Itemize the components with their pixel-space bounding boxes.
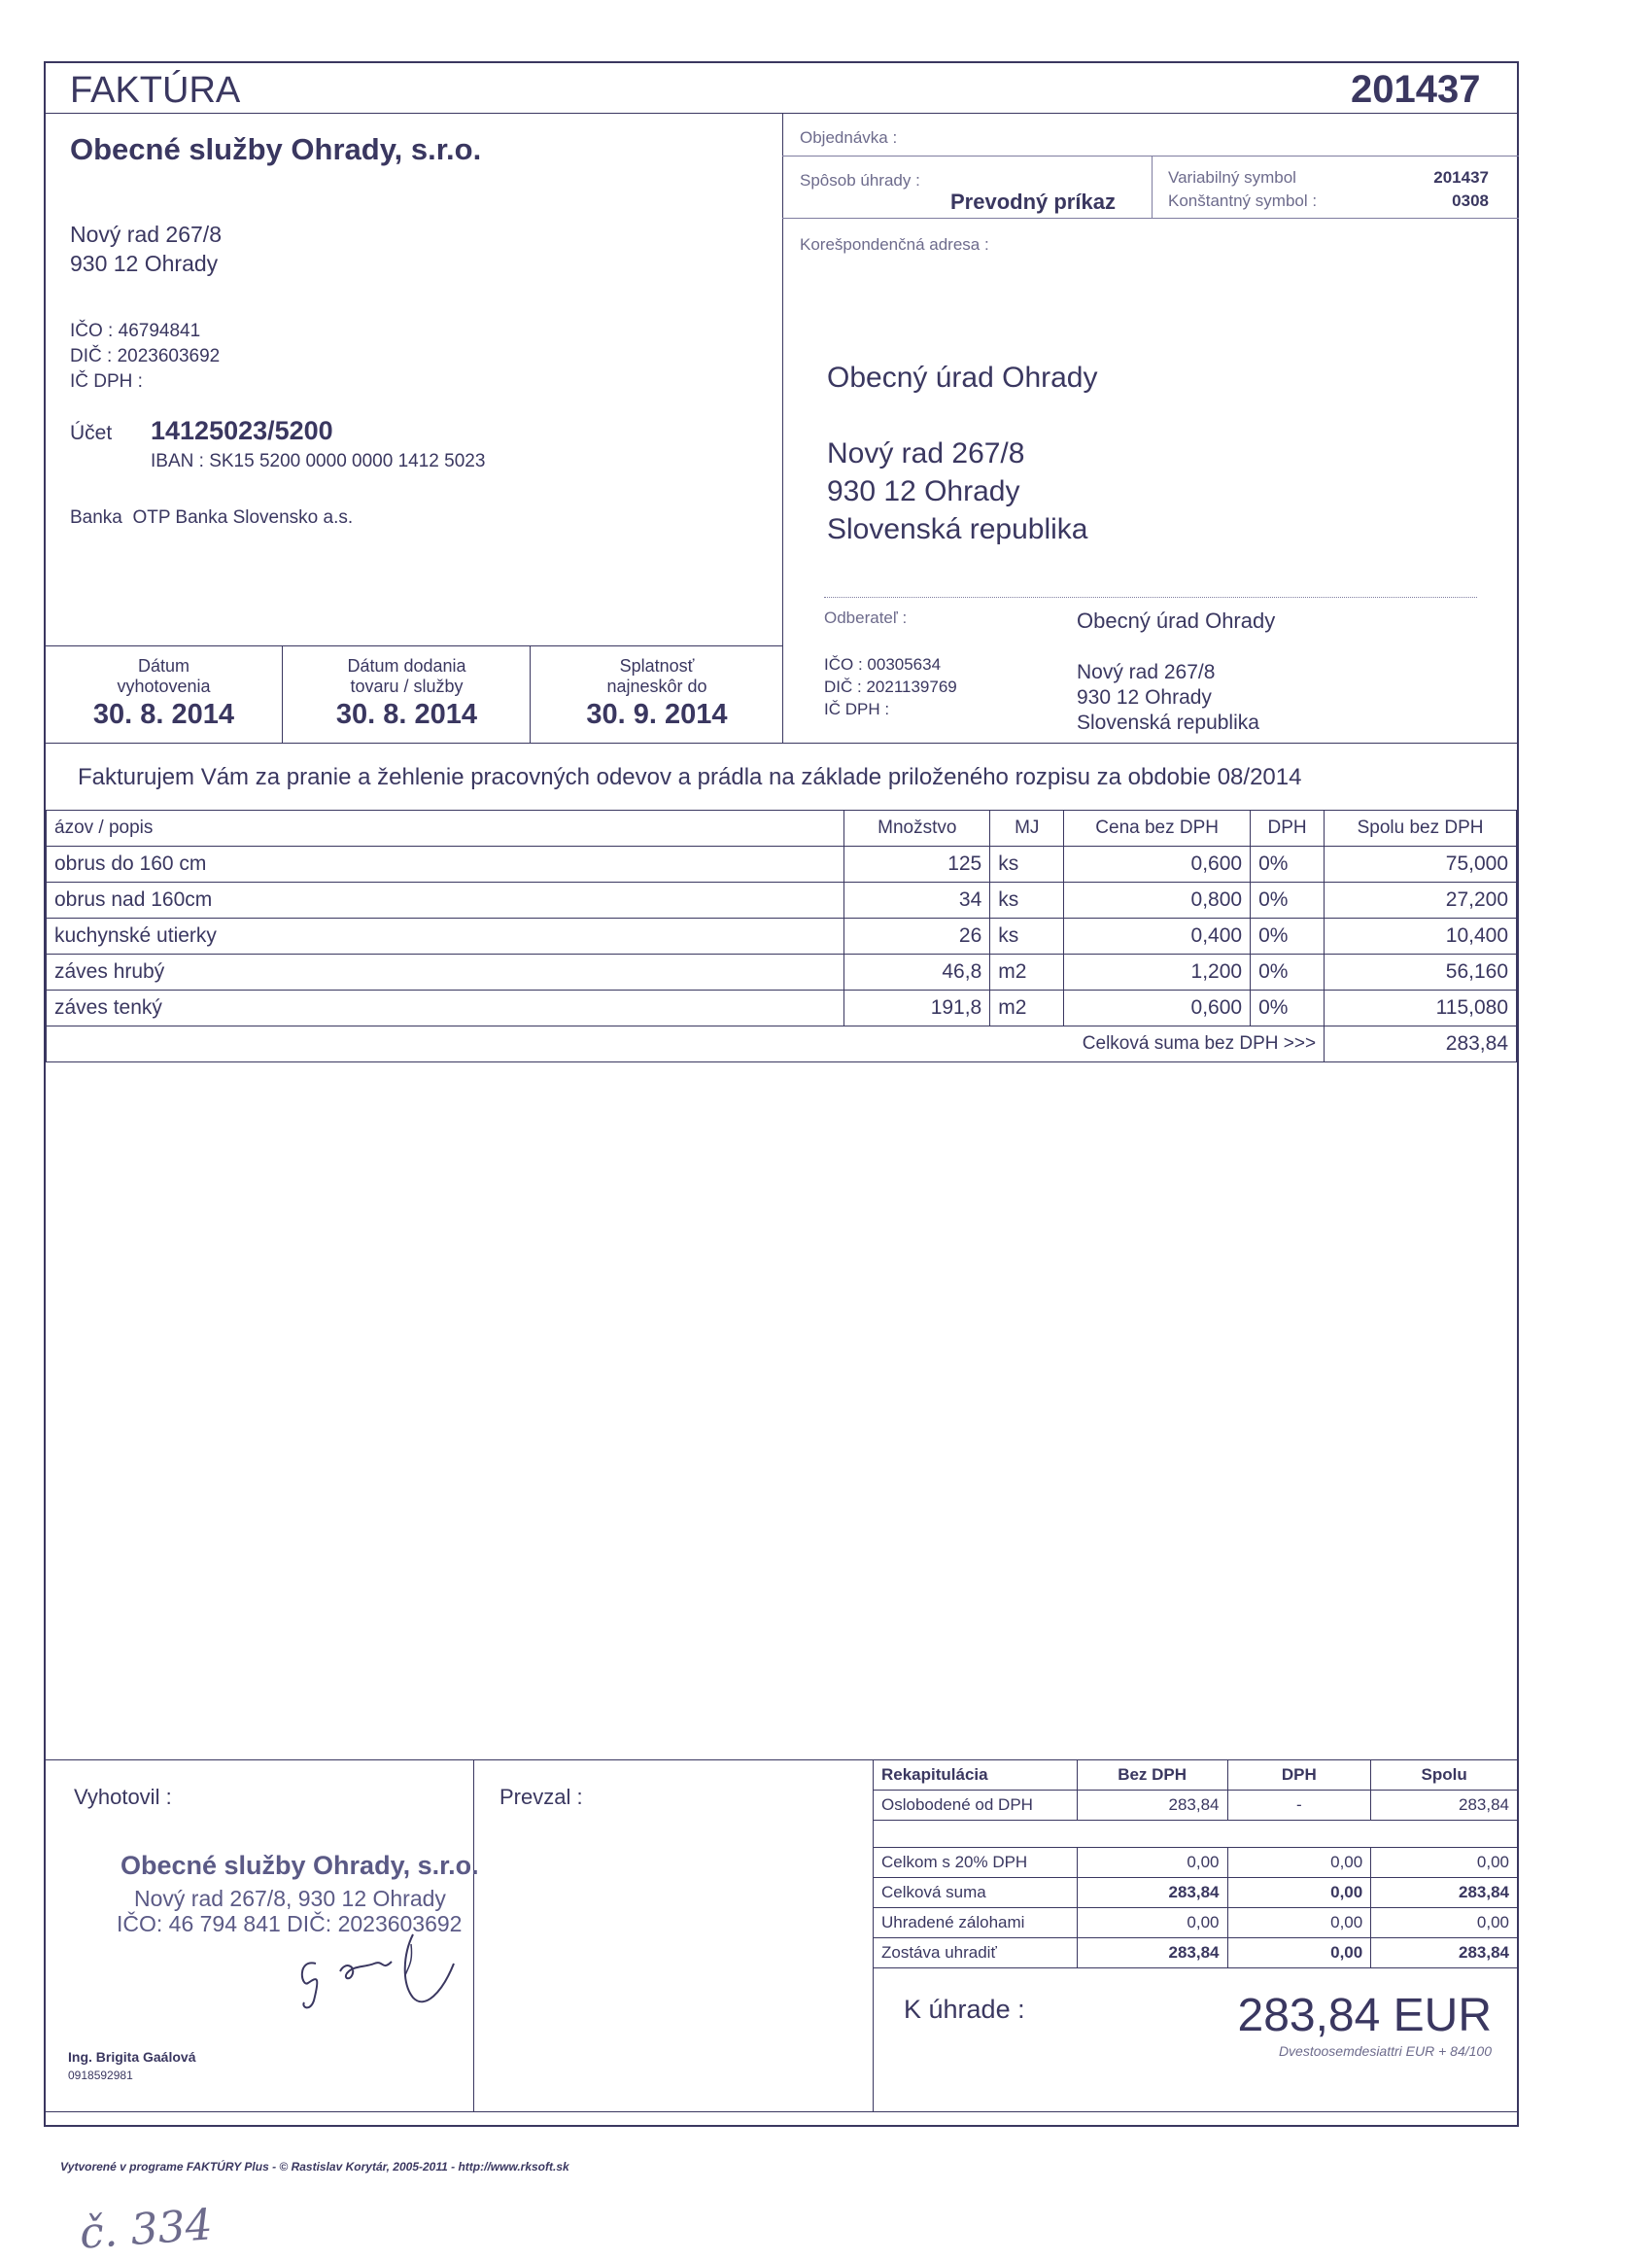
item-name: záves tenký bbox=[47, 991, 844, 1026]
table-row bbox=[47, 919, 1517, 955]
constant-symbol: 0308 bbox=[1452, 191, 1489, 210]
recap-base: 283,84 bbox=[1077, 1791, 1227, 1821]
header-unit: MJ bbox=[990, 811, 1064, 847]
constant-symbol-label: Konštantný symbol : bbox=[1168, 191, 1318, 210]
order-label: Objednávka : bbox=[800, 128, 898, 147]
item-unit: ks bbox=[990, 847, 1064, 883]
items-total-row bbox=[47, 1026, 1517, 1062]
invoice-intro: Fakturujem Vám za pranie a žehlenie pracovných odevov a prádla na základe priloženého rozpisu za obdobie 08/2014 bbox=[78, 764, 1302, 790]
header-name: ázov / popis bbox=[47, 811, 844, 847]
supplier-name: Obecné služby Ohrady, s.r.o. bbox=[70, 132, 482, 166]
item-vat: 0% bbox=[1251, 955, 1325, 991]
item-unit: m2 bbox=[990, 991, 1064, 1026]
item-price: 0,600 bbox=[1064, 847, 1251, 883]
amount-due-value: 283,84 EUR bbox=[1237, 1990, 1492, 2041]
amount-due-words: Dvestoosemdesiattri EUR + 84/100 bbox=[1278, 2043, 1492, 2059]
date-delivery-value: 30. 8. 2014 bbox=[335, 699, 478, 730]
recap-total: 283,84 bbox=[1371, 1878, 1518, 1908]
payment-label: Spôsob úhrady : bbox=[800, 171, 920, 190]
item-vat: 0% bbox=[1251, 991, 1325, 1026]
invoice-number: 201437 bbox=[1351, 68, 1481, 111]
account-number: 14125023/5200 bbox=[151, 416, 333, 445]
buyer-icdph-label: IČ DPH : bbox=[824, 700, 890, 718]
item-price: 1,200 bbox=[1064, 955, 1251, 991]
recap-row bbox=[874, 1848, 1518, 1878]
stamp-company: Obecné služby Ohrady, s.r.o. bbox=[120, 1851, 479, 1880]
items-total-value: 283,84 bbox=[1325, 1026, 1517, 1062]
stamp-ids: IČO: 46 794 841 DIČ: 2023603692 bbox=[117, 1911, 463, 1936]
recap-base: 283,84 bbox=[1077, 1878, 1227, 1908]
buyer-dic: 2021139769 bbox=[866, 678, 957, 696]
buyer-name: Obecný úrad Ohrady bbox=[1077, 609, 1276, 633]
recap-spacer bbox=[874, 1821, 1518, 1848]
item-total: 75,000 bbox=[1325, 847, 1517, 883]
issued-by-label: Vyhotovil : bbox=[74, 1785, 172, 1809]
account-label: Účet bbox=[70, 422, 113, 444]
table-row bbox=[47, 991, 1517, 1026]
item-total: 115,080 bbox=[1325, 991, 1517, 1026]
recap-total: 0,00 bbox=[1371, 1908, 1518, 1938]
stamp-address: Nový rad 267/8, 930 12 Ohrady bbox=[134, 1886, 446, 1911]
item-price: 0,600 bbox=[1064, 991, 1251, 1026]
recap-base: 0,00 bbox=[1077, 1848, 1227, 1878]
item-total: 56,160 bbox=[1325, 955, 1517, 991]
buyer-label: Odberateľ : bbox=[824, 609, 908, 627]
signer-name: Ing. Brigita Gaálová bbox=[68, 2049, 196, 2065]
item-unit: ks bbox=[990, 919, 1064, 955]
recap-base: 0,00 bbox=[1077, 1908, 1227, 1938]
header-qty: Množstvo bbox=[844, 811, 990, 847]
item-unit: ks bbox=[990, 883, 1064, 919]
supplier-icdph-label: IČ DPH : bbox=[70, 371, 143, 392]
table-row bbox=[47, 955, 1517, 991]
supplier-dic: 2023603692 bbox=[117, 346, 221, 366]
supplier-ico: 46794841 bbox=[118, 321, 201, 341]
recap-label: Celkom s 20% DPH bbox=[874, 1848, 1078, 1878]
payment-method: Prevodný príkaz bbox=[950, 190, 1116, 214]
item-qty: 34 bbox=[844, 883, 990, 919]
recipient-street: Nový rad 267/8 bbox=[827, 437, 1025, 470]
recap-label: Celková suma bbox=[874, 1878, 1078, 1908]
items-table bbox=[46, 810, 1517, 1062]
item-qty: 125 bbox=[844, 847, 990, 883]
date-delivery-label1: Dátum dodania bbox=[347, 656, 466, 676]
recap-table bbox=[873, 1759, 1518, 1968]
recap-vat: 0,00 bbox=[1227, 1848, 1371, 1878]
supplier-street: Nový rad 267/8 bbox=[70, 222, 222, 247]
recap-vat: 0,00 bbox=[1227, 1878, 1371, 1908]
iban-label: IBAN : bbox=[151, 451, 204, 471]
variable-symbol-label: Variabilný symbol bbox=[1168, 168, 1296, 187]
item-qty: 26 bbox=[844, 919, 990, 955]
recap-header-base: Bez DPH bbox=[1077, 1760, 1227, 1791]
item-vat: 0% bbox=[1251, 883, 1325, 919]
signer-phone: 0918592981 bbox=[68, 2069, 133, 2082]
supplier-ico-label: IČO : bbox=[70, 321, 114, 341]
item-total: 27,200 bbox=[1325, 883, 1517, 919]
buyer-country: Slovenská republika bbox=[1077, 712, 1259, 734]
buyer-ico-label: IČO : bbox=[824, 655, 863, 674]
bank-label: Banka bbox=[70, 507, 122, 528]
item-total: 10,400 bbox=[1325, 919, 1517, 955]
item-unit: m2 bbox=[990, 955, 1064, 991]
amount-due-label: K úhrade : bbox=[904, 1995, 1025, 2024]
item-qty: 191,8 bbox=[844, 991, 990, 1026]
buyer-city: 930 12 Ohrady bbox=[1077, 686, 1212, 709]
recap-total: 283,84 bbox=[1371, 1791, 1518, 1821]
recap-header-label: Rekapitulácia bbox=[874, 1760, 1078, 1791]
recap-header-vat: DPH bbox=[1227, 1760, 1371, 1791]
handwritten-note: č. 334 bbox=[78, 2200, 215, 2259]
item-name: kuchynské utierky bbox=[47, 919, 844, 955]
variable-symbol: 201437 bbox=[1433, 168, 1489, 187]
invoice-title: FAKTÚRA bbox=[70, 70, 241, 111]
recipient-name: Obecný úrad Ohrady bbox=[827, 362, 1098, 394]
correspondence-label: Korešpondenčná adresa : bbox=[800, 235, 989, 254]
date-due-label1: Splatnosť bbox=[619, 656, 695, 676]
item-vat: 0% bbox=[1251, 919, 1325, 955]
recipient-country: Slovenská republika bbox=[827, 513, 1088, 545]
recap-base: 283,84 bbox=[1077, 1938, 1227, 1968]
recap-label: Zostáva uhradiť bbox=[874, 1938, 1078, 1968]
software-credits: Vytvorené v programe FAKTÚRY Plus - © Rastislav Korytár, 2005-2011 - http://www.rksoft.sk bbox=[60, 2160, 569, 2174]
item-name: obrus nad 160cm bbox=[47, 883, 844, 919]
date-due-label2: najneskôr do bbox=[606, 677, 707, 696]
buyer-street: Nový rad 267/8 bbox=[1077, 661, 1216, 683]
item-qty: 46,8 bbox=[844, 955, 990, 991]
recap-total: 0,00 bbox=[1371, 1848, 1518, 1878]
item-name: záves hrubý bbox=[47, 955, 844, 991]
buyer-ico: 00305634 bbox=[867, 655, 942, 674]
supplier-dic-label: DIČ : bbox=[70, 346, 113, 366]
supplier-city: 930 12 Ohrady bbox=[70, 251, 219, 276]
recap-row bbox=[874, 1908, 1518, 1938]
recap-label: Uhradené zálohami bbox=[874, 1908, 1078, 1938]
bank-name: OTP Banka Slovensko a.s. bbox=[132, 507, 354, 528]
recap-vat: 0,00 bbox=[1227, 1908, 1371, 1938]
recap-header-row bbox=[874, 1760, 1518, 1791]
recap-row bbox=[874, 1938, 1518, 1968]
header-vat: DPH bbox=[1251, 811, 1325, 847]
received-label: Prevzal : bbox=[499, 1785, 583, 1809]
date-due-value: 30. 9. 2014 bbox=[586, 699, 728, 730]
recipient-city: 930 12 Ohrady bbox=[827, 475, 1020, 507]
recap-row bbox=[874, 1791, 1518, 1821]
iban-value: SK15 5200 0000 0000 1412 5023 bbox=[209, 451, 486, 471]
date-delivery-label2: tovaru / služby bbox=[350, 677, 464, 696]
header-price: Cena bez DPH bbox=[1064, 811, 1251, 847]
recap-label: Oslobodené od DPH bbox=[874, 1791, 1078, 1821]
item-vat: 0% bbox=[1251, 847, 1325, 883]
recap-header-total: Spolu bbox=[1371, 1760, 1518, 1791]
buyer-dic-label: DIČ : bbox=[824, 678, 862, 696]
header-total: Spolu bez DPH bbox=[1325, 811, 1517, 847]
items-total-label: Celková suma bez DPH >>> bbox=[47, 1026, 1325, 1062]
date-issued-label2: vyhotovenia bbox=[117, 677, 211, 696]
date-issued-value: 30. 8. 2014 bbox=[92, 699, 235, 730]
item-price: 0,400 bbox=[1064, 919, 1251, 955]
table-row bbox=[47, 883, 1517, 919]
date-issued-label1: Dátum bbox=[137, 656, 189, 676]
recap-vat: 0,00 bbox=[1227, 1938, 1371, 1968]
recap-total: 283,84 bbox=[1371, 1938, 1518, 1968]
item-price: 0,800 bbox=[1064, 883, 1251, 919]
signature-icon bbox=[287, 1905, 481, 2022]
recap-vat: - bbox=[1227, 1791, 1371, 1821]
table-row bbox=[47, 847, 1517, 883]
items-header-row bbox=[47, 811, 1517, 847]
item-name: obrus do 160 cm bbox=[47, 847, 844, 883]
recap-row bbox=[874, 1878, 1518, 1908]
